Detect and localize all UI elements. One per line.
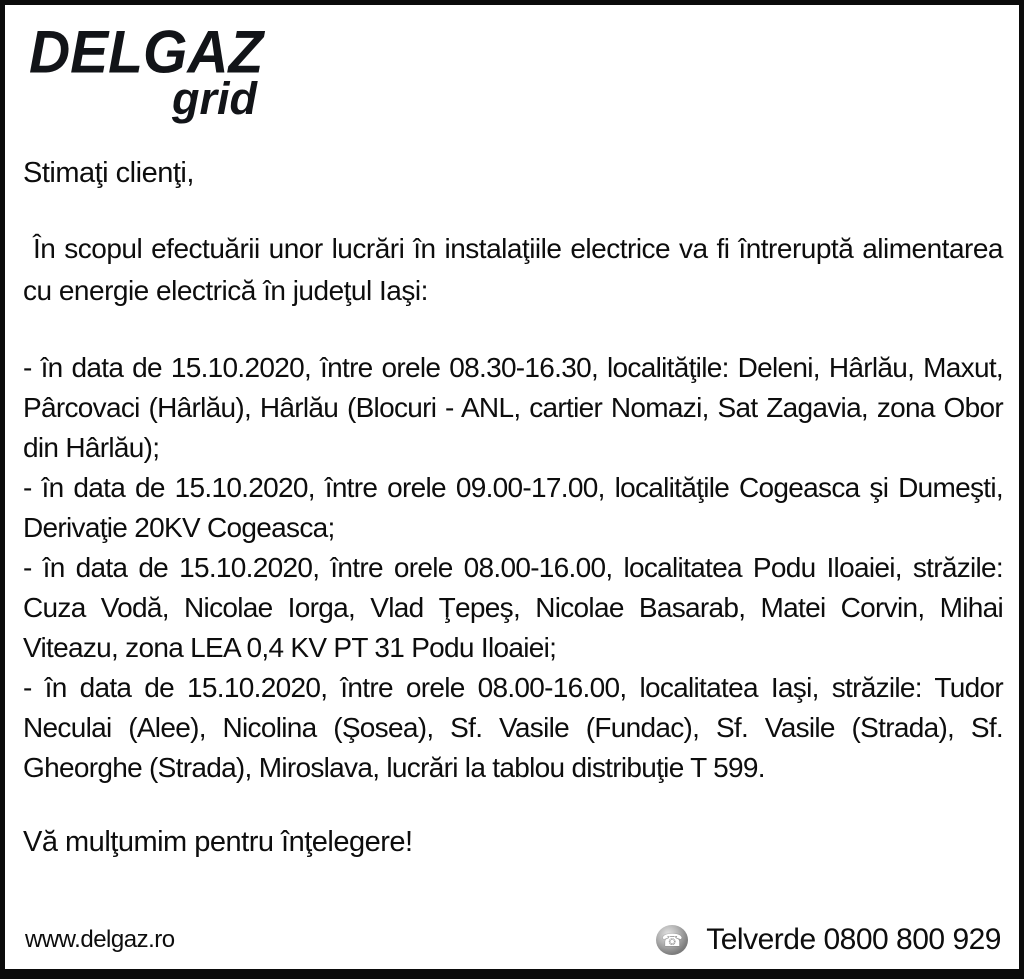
website-url: www.delgaz.ro xyxy=(25,926,175,953)
phone-number: Telverde 0800 800 929 xyxy=(706,923,1001,956)
outage-notice-item: - în data de 15.10.2020, între orele 08.00-16.00, localitatea Iaşi, străzile: Tudor Neculai (Alee), Nicolina (Şosea), Sf. Vasile (Fundac), Sf. Vasile (Strada), Sf. Gheorghe (Strada), Miroslava, lucrări la tablou distribuţie T 599. xyxy=(23,672,1003,783)
greeting-text: Stimaţi clienţi, xyxy=(23,157,194,189)
intro-paragraph: În scopul efectuării unor lucrări în instalaţiile electrice va fi întreruptă alimentarea cu energie electrică în judeţul Iaşi: xyxy=(23,233,1003,306)
logo-wordmark: DELGAZ xyxy=(29,18,264,86)
outage-notice-item: - în data de 15.10.2020, între orele 09.00-17.00, localităţile Cogeasca şi Dumeşti, Derivaţie 20KV Cogeasca; xyxy=(23,472,1003,543)
delgaz-grid-logo xyxy=(29,18,264,124)
closing-text: Vă mulţumim pentru înţelegere! xyxy=(23,826,413,858)
outage-notice-item: - în data de 15.10.2020, între orele 08.30-16.30, localităţile: Deleni, Hârlău, Maxut, Pârcovaci (Hârlău), Hârlău (Blocuri - ANL, cartier Nomazi, Sat Zagavia, zona Obor din Hârlău); xyxy=(23,352,1003,463)
footer xyxy=(23,923,1003,961)
phone-contact xyxy=(656,923,1001,957)
telephone-icon: ☎ xyxy=(656,925,688,955)
logo-subbrand: grid xyxy=(172,73,257,124)
outage-notice-item: - în data de 15.10.2020, între orele 08.00-16.00, localitatea Podu Iloaiei, străzile: Cuza Vodă, Nicolae Iorga, Vlad Ţepeş, Nicolae Basarab, Matei Corvin, Mihai Viteazu, zona LEA 0,4 KV PT 31 Podu Iloaiei; xyxy=(23,552,1003,663)
outage-notice-list xyxy=(23,348,1003,788)
